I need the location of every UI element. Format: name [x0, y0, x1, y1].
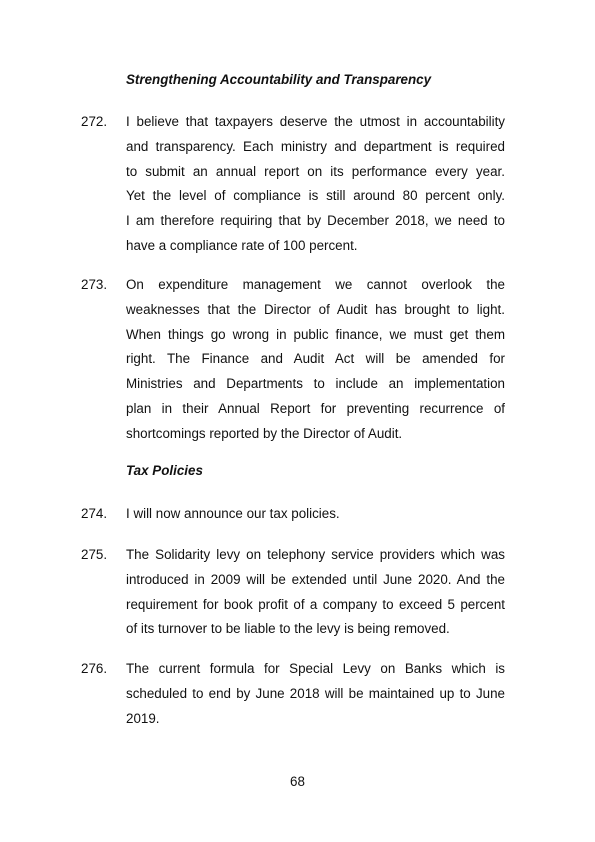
text-line: have a compliance rate of 100 percent.: [126, 237, 358, 253]
text-line: and transparency. Each ministry and department is required: [126, 138, 505, 154]
paragraph-text: [126, 502, 505, 527]
text-line: requirement for book profit of a company to exceed 5 percent: [126, 596, 505, 612]
text-line: right. The Finance and Audit Act will be amended for: [126, 351, 505, 367]
paragraph-text: [126, 273, 505, 447]
text-line: I will now announce our tax policies.: [126, 506, 340, 521]
text-line: to submit an annual report on its performance every year.: [126, 163, 505, 179]
page-number: 68: [290, 774, 305, 789]
text-line: Ministries and Departments to include an implementation: [126, 376, 505, 392]
paragraph-text: [126, 657, 505, 731]
paragraph-number: 275.: [81, 547, 108, 562]
paragraph-text: [126, 110, 505, 259]
text-line: I am therefore requiring that by December 2018, we need to: [126, 213, 505, 229]
text-line: Yet the level of compliance is still around 80 percent only.: [126, 188, 505, 204]
paragraph-number: 276.: [81, 661, 108, 676]
text-line: scheduled to end by June 2018 will be maintained up to June: [126, 685, 505, 701]
text-line: weaknesses that the Director of Audit has brought to light.: [126, 301, 505, 317]
text-line: plan in their Annual Report for preventing recurrence of: [126, 400, 505, 416]
text-line: The Solidarity levy on telephony service providers which was: [126, 547, 505, 562]
text-line: When things go wrong in public finance, we must get them: [126, 326, 505, 342]
text-line: I believe that taxpayers deserve the utmost in accountability: [126, 114, 505, 129]
paragraph-number: 272.: [81, 114, 108, 129]
text-line: introduced in 2009 will be extended until June 2020. And the: [126, 571, 505, 587]
text-line: 2019.: [126, 710, 160, 726]
text-line: On expenditure management we cannot overlook the: [126, 277, 505, 292]
text-line: The current formula for Special Levy on Banks which is: [126, 661, 505, 676]
text-line: of its turnover to be liable to the levy is being removed.: [126, 621, 450, 637]
paragraph-number: 273.: [81, 277, 108, 292]
paragraph-number: 274.: [81, 506, 108, 521]
section-heading-accountability: Strengthening Accountability and Transparency: [126, 72, 432, 87]
paragraph-text: [126, 543, 505, 642]
section-heading-tax-policies: Tax Policies: [126, 463, 203, 478]
text-line: shortcomings reported by the Director of Audit.: [126, 425, 403, 441]
